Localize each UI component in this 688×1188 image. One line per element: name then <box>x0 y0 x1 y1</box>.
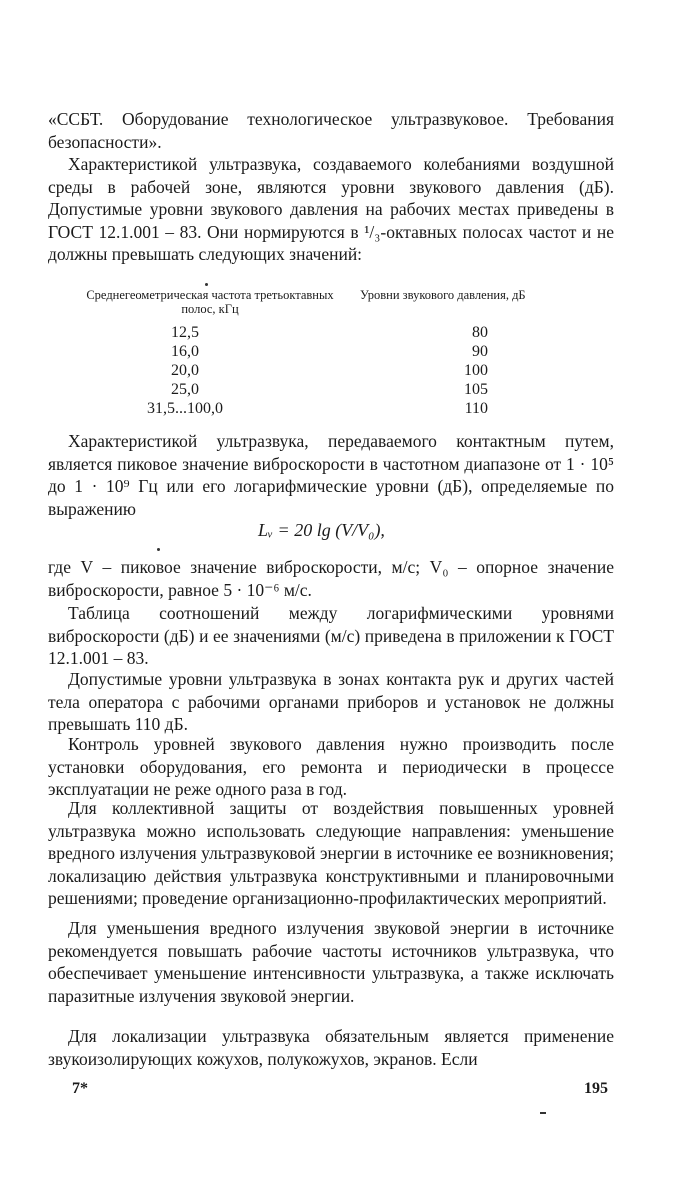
intro-text-block <box>48 108 614 153</box>
level-cell: 80 <box>472 324 488 341</box>
table-header-level: Уровни звукового давления, дБ <box>360 288 526 302</box>
level-cell: 90 <box>472 343 488 360</box>
freq-cell: 12,5 <box>171 324 199 341</box>
level-cell: 100 <box>464 362 488 379</box>
table-header-frequency: Среднегеометрическая частота третьоктавных полос, кГц <box>86 288 334 316</box>
paragraph-reduce-emission: Для уменьшения вредного излучения звуковой энергии в источнике рекомендуется повышать рабочие частоты источников ультразвука, что обеспечивает уменьшение интенсивности ультразвука, а также исключать паразитные излучения звуковой энергии. <box>48 918 614 1006</box>
paragraph-formula-legend: где V – пиковое значение виброскорости, м/с; V₀ – опорное значение виброскорости, равное 5 · 10⁻⁶ м/с. <box>48 557 614 600</box>
level-cell: 110 <box>464 400 488 417</box>
freq-cell: 16,0 <box>171 343 199 360</box>
level-cell: 105 <box>464 381 488 398</box>
paragraph-contact-ultrasound: Характеристикой ультразвука, передаваемого контактным путем, является пиковое значение виброскорости в частотном диапазоне от 1 · 10⁵ до 1 · 10⁹ Гц или его логарифмические уровни (дБ), определяемые по выражению <box>48 431 614 519</box>
table-row <box>48 362 614 382</box>
paragraph-block-1 <box>48 153 614 266</box>
paragraph-permissible-levels: Допустимые уровни ультразвука в зонах контакта рук и других частей тела оператора с рабочими органами приборов и установок не должны превышать 110 дБ. <box>48 669 614 734</box>
paragraph-block-4 <box>48 602 614 670</box>
print-speck <box>205 283 208 286</box>
paragraph-monitoring: Контроль уровней звукового давления нужно производить после установки оборудования, его ремонта и периодически в процессе эксплуатации не реже одного раза в год. <box>48 734 614 799</box>
page-number: 195 <box>584 1080 608 1097</box>
table-row <box>48 381 614 401</box>
table-row <box>48 343 614 363</box>
intro-paragraph: «ССБТ. Оборудование технологическое ультразвуковое. Требования безопасности». <box>48 109 614 152</box>
signature-mark: 7* <box>72 1080 88 1097</box>
paragraph-block-2 <box>48 430 614 520</box>
paragraph-sound-pressure: Характеристикой ультразвука, создаваемого колебаниями воздушной среды в рабочей зоне, являются уровни звукового давления (дБ). Допустимые уровни звукового давления на рабочих местах приведены в ГОСТ 12.1.001 – 83. Они нормируются в ¹/₃-октавных полосах частот и не должны превышать следующих значений: <box>48 154 614 264</box>
freq-cell: 25,0 <box>171 381 199 398</box>
paragraph-block-9 <box>48 1025 614 1070</box>
freq-cell: 20,0 <box>171 362 199 379</box>
print-speck <box>157 548 160 551</box>
paragraph-block-3 <box>48 556 614 601</box>
paragraph-block-8 <box>48 917 614 1007</box>
paragraph-table-reference: Таблица соотношений между логарифмическими уровнями виброскорости (дБ) и ее значениями (м/с) приведена в приложении к ГОСТ 12.1.001 – 83. <box>48 603 614 668</box>
freq-cell: 31,5...100,0 <box>147 400 223 417</box>
paragraph-collective-protection: Для коллективной защиты от воздействия повышенных уровней ультразвука можно использовать следующие направления: уменьшение вредного излучения ультразвуковой энергии в источнике ее возникновения; локализацию действия ультразвука конструктивными и планировочными решениями; проведение организационно-профилактических мероприятий. <box>48 798 614 908</box>
paragraph-block-7 <box>48 797 614 910</box>
table-row <box>48 324 614 344</box>
paragraph-block-5 <box>48 668 614 736</box>
print-speck <box>540 1112 546 1114</box>
sound-level-table <box>48 288 614 418</box>
paragraph-localization: Для локализации ультразвука обязательным является применение звукоизолирующих кожухов, полукожухов, экранов. Если <box>48 1026 614 1069</box>
paragraph-block-6 <box>48 733 614 801</box>
formula: Lᵥ = 20 lg (V/V₀), <box>258 520 385 540</box>
table-row <box>48 400 614 420</box>
